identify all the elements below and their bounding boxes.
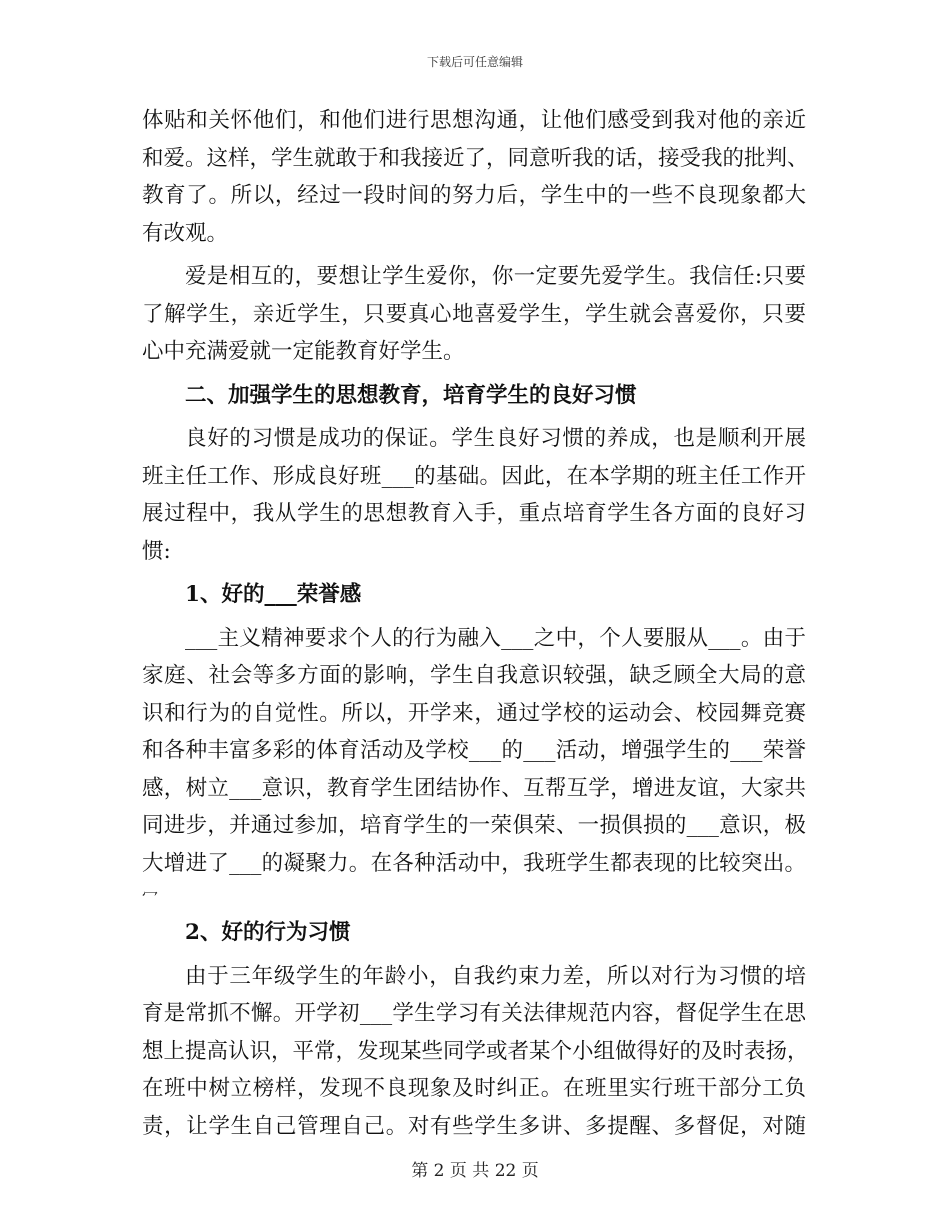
- paragraph-line: 有改观。: [142, 220, 229, 246]
- paragraph-line: 大增进了___的凝聚力。在各种活动中，我班学生都表现的比较突出。: [142, 850, 806, 876]
- paragraph-line: 了解学生，亲近学生，只要真心地喜爱学生，学生就会喜爱你，只要: [142, 301, 806, 327]
- paragraph-line: 和各种丰富多彩的体育活动及学校___的___活动，增强学生的___荣誉: [142, 738, 806, 763]
- paragraph-line: 育是常抓不懈。开学初___学生学习有关法律规范内容，督促学生在思: [142, 1001, 806, 1026]
- subsection-heading: 1、好的___荣誉感: [185, 582, 362, 607]
- document-body: [142, 102, 809, 1145]
- paragraph-line: 同进步，并通过参加，培育学生的一荣俱荣、一损俱损的___意识，极: [142, 813, 806, 838]
- paragraph-line: 家庭、社会等多方面的影响，学生自我意识较强，缺乏顾全大局的意: [142, 663, 806, 688]
- paragraph-line: 教育了。所以，经过一段时间的努力后，学生中的一些不良现象都大: [142, 183, 806, 208]
- paragraph-line: 感，树立___意识，教育学生团结协作、互帮互学，增进友谊，大家共: [142, 775, 806, 801]
- paragraph-line: 班主任工作、形成良好班___的基础。因此，在本学期的班主任工作开: [142, 463, 806, 489]
- subsection-heading: 2、好的行为习惯: [185, 920, 351, 945]
- paragraph-line: 在班中树立榜样，发现不良现象及时纠正。在班里实行班干部分工负: [142, 1076, 806, 1101]
- section-heading: 二、加强学生的思想教育，培育学生的良好习惯: [185, 382, 637, 408]
- paragraph-line: 和爱。这样，学生就敢于和我接近了，同意听我的话，接受我的批判、: [142, 145, 809, 171]
- paragraph-line: 由于三年级学生的年龄小，自我约束力差，所以对行为习惯的培: [185, 963, 806, 989]
- paragraph-line: 识和行为的自觉性。所以，开学来，通过学校的运动会、校园舞竞赛: [142, 700, 806, 726]
- page-header: 下载后可任意编辑: [426, 55, 523, 69]
- paragraph-line: 体贴和关怀他们，和他们进行思想沟通，让他们感受到我对他的亲近: [142, 108, 806, 133]
- paragraph-line: 良好的习惯是成功的保证。学生良好习惯的养成，也是顺利开展: [185, 426, 806, 451]
- paragraph-line: 惯:: [142, 538, 171, 564]
- stray-mark: 冖: [142, 886, 159, 905]
- paragraph-line: 想上提高认识，平常，发现某些同学或者某个小组做得好的及时表扬，: [142, 1038, 809, 1064]
- paragraph-line: ___主义精神要求个人的行为融入___之中，个人要服从___。由于: [185, 625, 806, 651]
- paragraph-line: 责，让学生自己管理自己。对有些学生多讲、多提醒、多督促，对随: [142, 1113, 806, 1139]
- page-footer: 第 2 页 共 22 页: [411, 1161, 539, 1181]
- paragraph-line: 心中充满爱就一定能教育好学生。: [142, 339, 465, 364]
- paragraph-line: 爱是相互的，要想让学生爱你，你一定要先爱学生。我信任:只要: [185, 264, 806, 289]
- paragraph-line: 展过程中，我从学生的思想教育入手，重点培育学生各方面的良好习: [142, 501, 806, 526]
